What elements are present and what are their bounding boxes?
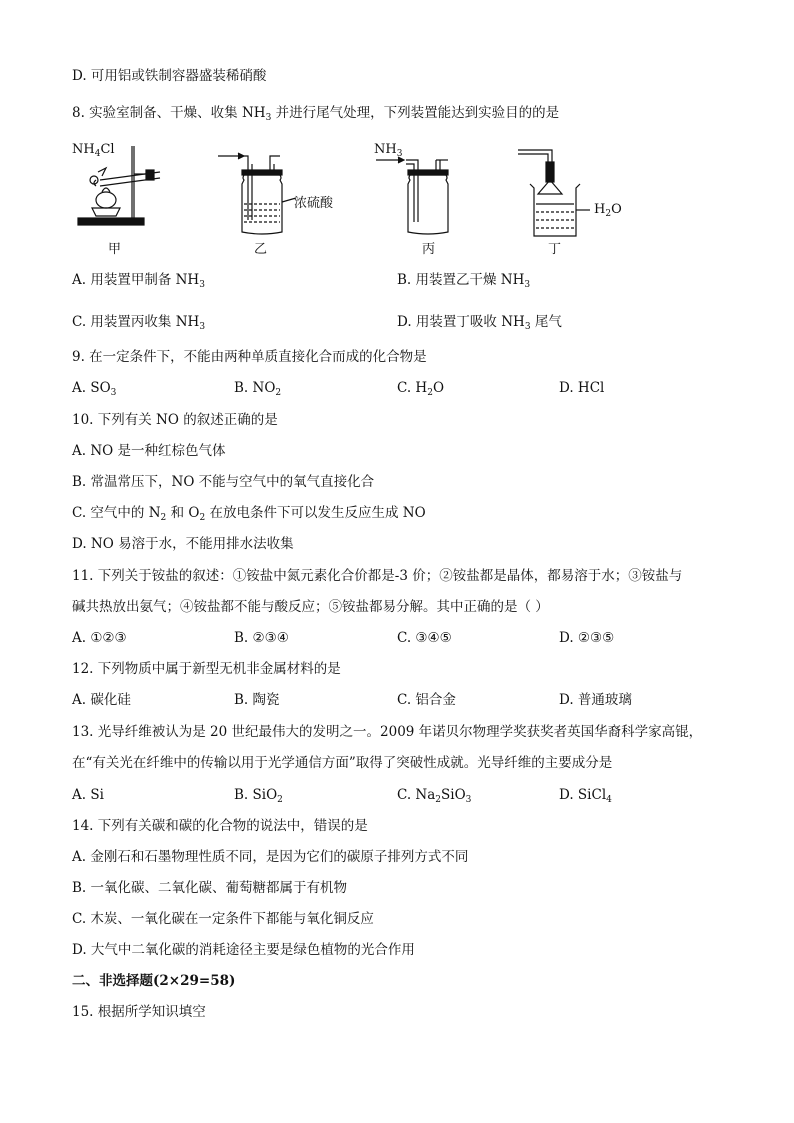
- apparatus-bing: [376, 157, 448, 234]
- q8-option-c: C. 用装置丙收集 $NH_3$: [72, 314, 206, 332]
- q8-stem: 8. 实验室制备、干燥、收集 $NH_3$ 并进行尾气处理，下列装置能达到实验目的的是: [72, 105, 560, 123]
- caption-ding: 丁: [548, 242, 562, 257]
- q9-option-b: B. $NO_2$: [234, 380, 282, 398]
- q9-option-a: A. $SO_3$: [72, 380, 117, 398]
- q14-option-a: A. 金刚石和石墨物理性质不同，是因为它们的碳原子排列方式不同: [72, 849, 469, 865]
- q14-stem: 14. 下列有关碳和碳的化合物的说法中，错误的是: [72, 818, 368, 834]
- q13-stem-line2: 在“有关光在纤维中的传输以用于光学通信方面”取得了突破性成就。光导纤维的主要成分是: [72, 755, 613, 771]
- label-nh3: $NH_3$: [374, 142, 403, 159]
- q11-option-d: D. ②③⑤: [559, 630, 615, 646]
- q10-stem: 10. 下列有关 NO 的叙述正确的是: [72, 412, 278, 428]
- q12-option-a: A. 碳化硅: [72, 692, 131, 708]
- q8-option-a: A. 用装置甲制备 $NH_3$: [72, 272, 205, 290]
- q10-option-a: A. NO 是一种红棕色气体: [72, 443, 226, 459]
- q9-option-c: C. $H_2O$: [397, 380, 445, 398]
- apparatus-yi: [218, 153, 296, 234]
- caption-jia: 甲: [108, 242, 122, 257]
- q10-option-d: D. NO 易溶于水，不能用排水法收集: [72, 536, 294, 552]
- caption-yi: 乙: [254, 242, 268, 257]
- q8-option-d: D. 用装置丁吸收 $NH_3$ 尾气: [397, 314, 562, 332]
- q12-option-d: D. 普通玻璃: [559, 692, 632, 708]
- section-heading: 二、非选择题(2×29=58): [72, 973, 236, 989]
- q14-option-b: B. 一氧化碳、二氧化碳、葡萄糖都属于有机物: [72, 880, 348, 896]
- q7-option-d: D. 可用铝或铁制容器盛装稀硝酸: [72, 68, 267, 84]
- q13-option-c: C. $Na_2SiO_3$: [397, 787, 472, 805]
- q13-option-d: D. SiCl$_4$: [559, 787, 612, 805]
- label-concentrated-sulfuric-acid: 浓硫酸: [294, 196, 334, 211]
- q9-stem: 9. 在一定条件下，不能由两种单质直接化合而成的化合物是: [72, 349, 427, 365]
- q14-option-c: C. 木炭、一氧化碳在一定条件下都能与氧化铜反应: [72, 911, 374, 927]
- q8-option-b: B. 用装置乙干燥 $NH_3$: [397, 272, 531, 290]
- q13-option-a: A. Si: [72, 787, 104, 803]
- q12-option-c: C. 铝合金: [397, 692, 456, 708]
- apparatus-ding: [518, 150, 590, 236]
- q10-option-b: B. 常温常压下，NO 不能与空气中的氧气直接化合: [72, 474, 375, 490]
- label-h2o: $H_2O$: [594, 202, 622, 219]
- q15-stem: 15. 根据所学知识填空: [72, 1004, 206, 1020]
- q13-stem-line1: 13. 光导纤维被认为是 20 世纪最伟大的发明之一。2009 年诺贝尔物理学奖获奖者英国华裔科学家高锟，: [72, 724, 703, 740]
- q11-option-a: A. ①②③: [72, 630, 127, 646]
- q8-apparatus-figure: [72, 140, 632, 258]
- q14-option-d: D. 大气中二氧化碳的消耗途径主要是绿色植物的光合作用: [72, 942, 415, 958]
- label-nh4cl: $NH_4Cl$: [72, 142, 115, 159]
- q11-option-b: B. ②③④: [234, 630, 289, 646]
- q13-option-b: B. SiO$_2$: [234, 787, 283, 805]
- q10-option-c: C. 空气中的 $N_2$ 和 $O_2$ 在放电条件下可以发生反应生成 NO: [72, 505, 426, 523]
- q9-option-d: D. HCl: [559, 380, 605, 396]
- apparatus-jia: [78, 146, 160, 225]
- q12-option-b: B. 陶瓷: [234, 692, 280, 708]
- caption-bing: 丙: [422, 242, 436, 257]
- q12-stem: 12. 下列物质中属于新型无机非金属材料的是: [72, 661, 341, 677]
- q11-option-c: C. ③④⑤: [397, 630, 452, 646]
- q11-stem-line1: 11. 下列关于铵盐的叙述：①铵盐中氮元素化合价都是-3 价；②铵盐都是晶体，都易溶于水；③铵盐与: [72, 568, 683, 584]
- q11-stem-line2: 碱共热放出氨气；④铵盐都不能与酸反应；⑤铵盐都易分解。其中正确的是（ ）: [72, 599, 549, 615]
